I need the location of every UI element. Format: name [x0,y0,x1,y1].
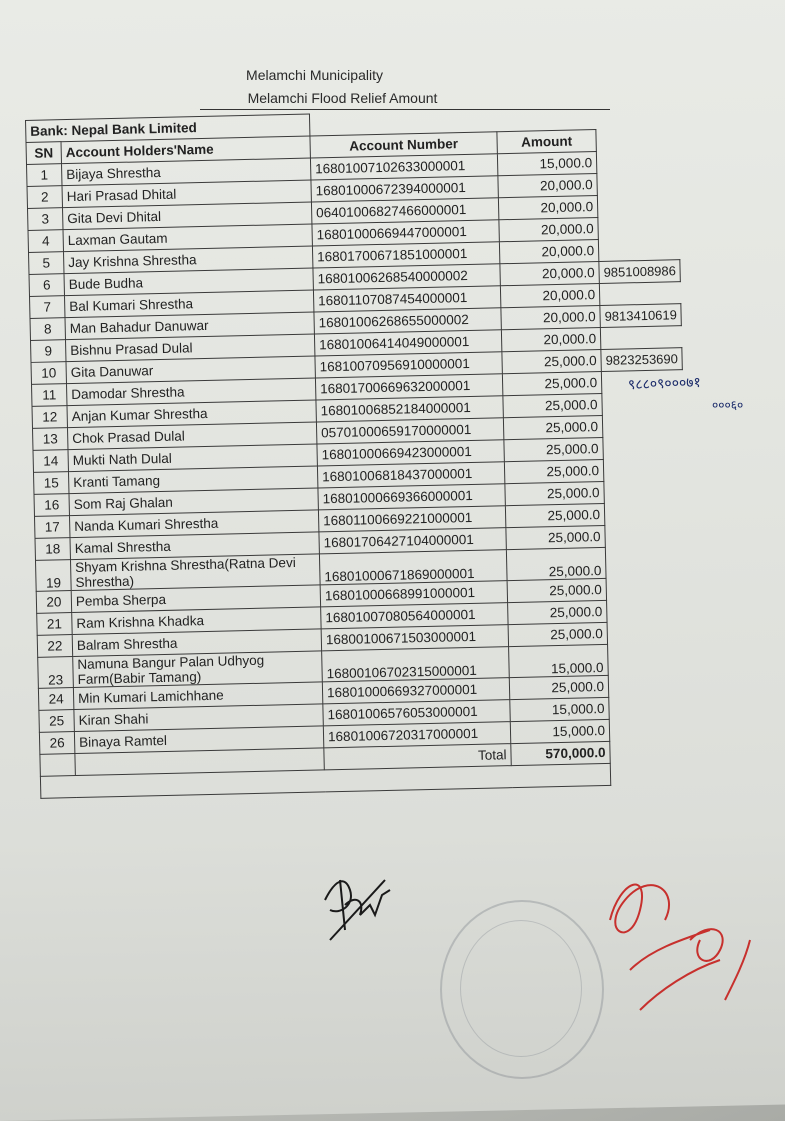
row-sn: 6 [29,274,64,297]
relief-table [25,105,693,799]
row-name: Kranti Tamang [68,466,317,494]
row-amount: 15,000.0 [497,152,596,176]
row-account: 06401006827466000001 [311,198,498,224]
row-name: Gita Danuwar [66,356,315,384]
row-name: Pemba Sherpa [71,585,320,613]
row-sn: 14 [33,450,68,473]
row-name: Damodar Shrestha [66,378,315,406]
row-amount: 20,000.0 [501,306,600,330]
row-account: 16801006268655000002 [314,308,501,334]
row-name: Laxman Gautam [63,224,312,252]
row-account: 16801700669632000001 [315,374,502,400]
row-sn: 12 [32,406,67,429]
row-amount: 20,000.0 [498,196,597,220]
row-amount: 20,000.0 [500,262,599,286]
row-name: Hari Prasad Dhital [62,180,311,208]
row-amount: 25,000.0 [509,675,608,699]
row-sn: 8 [30,318,65,341]
row-name: Balram Shrestha [72,629,321,657]
row-name: Man Bahadur Danuwar [65,312,314,340]
document-subtitle: Melamchi Flood Relief Amount [247,90,438,106]
row-amount: 25,000.0 [504,459,603,483]
row-amount: 25,000.0 [502,371,601,395]
row-name: Shyam Krishna Shrestha(Ratna Devi Shrestha) [70,554,320,591]
row-amount: 20,000.0 [501,328,600,352]
row-account: 16801700671851000001 [312,242,499,268]
handwritten-digits: ०००६० [712,398,744,412]
row-sn: 13 [32,428,67,451]
row-name: Namuna Bangur Palan Udhyog Farm(Babir Tamang) [73,651,323,688]
row-account: 05701000659170000001 [316,418,503,444]
row-name: Kiran Shahi [74,704,323,732]
row-amount: 15,000.0 [510,719,609,743]
row-amount: 25,000.0 [502,349,601,373]
row-name: Min Kumari Lamichhane [73,682,322,710]
row-sn: 17 [34,516,69,539]
row-account: 16801000668991000001 [320,581,507,607]
row-name: Nanda Kumari Shrestha [69,510,318,538]
row-phone: 9823253690 [601,348,683,372]
row-name: Bijaya Shrestha [62,158,311,186]
row-sn: 5 [29,252,64,275]
row-account: 16810070956910000001 [315,352,502,378]
row-sn: 20 [36,591,71,614]
row-phone: 9851008986 [599,260,681,284]
row-account: 16801006720317000001 [323,722,510,748]
row-sn: 25 [39,710,74,733]
row-account: 16801000669366000001 [318,484,505,510]
document-title: Melamchi Municipality [246,67,383,83]
row-amount: 25,000.0 [506,525,605,549]
row-phone: 9813410619 [600,304,682,328]
row-account: 16801000669423000001 [317,440,504,466]
row-account: 16801006576053000001 [323,700,510,726]
row-sn: 3 [28,208,63,231]
row-sn: 22 [37,635,72,658]
row-name: Gita Devi Dhital [62,202,311,230]
row-amount: 25,000.0 [505,481,604,505]
row-sn: 7 [30,296,65,319]
row-name: Bal Kumari Shrestha [64,290,313,318]
row-name: Chok Prasad Dulal [67,422,316,450]
row-account: 16801100669221000001 [318,506,505,532]
row-amount: 15,000.0 [510,697,609,721]
row-sn: 2 [27,186,62,209]
row-sn: 10 [31,362,66,385]
row-account: 16801007080564000001 [321,603,508,629]
row-name: Jay Krishna Shrestha [63,246,312,274]
row-name: Bude Budha [64,268,313,296]
row-amount: 15,000.0 [509,644,609,677]
signature-red [570,860,760,1040]
signature-black [310,860,400,950]
row-name: Binaya Ramtel [74,726,323,754]
row-amount: 20,000.0 [499,240,598,264]
row-amount: 25,000.0 [503,393,602,417]
column-header-account: Account Number [310,132,497,158]
row-sn: 23 [38,657,74,689]
column-header-sn: SN [26,142,61,165]
row-account: 16801000671869000001 [319,550,507,585]
bank-label: Bank: Nepal Bank Limited [26,114,310,142]
row-account: 16800100671503000001 [321,625,508,651]
row-amount: 25,000.0 [508,600,607,624]
row-account: 16801000669327000001 [322,678,509,704]
handwritten-number: ९८८०९०००७१ [627,374,702,394]
row-amount: 25,000.0 [506,547,606,580]
row-sn: 16 [34,494,69,517]
row-account: 16801007102633000001 [310,154,497,180]
row-amount: 20,000.0 [498,174,597,198]
row-account: 16801006852184000001 [316,396,503,422]
row-sn: 11 [32,384,67,407]
row-amount: 25,000.0 [507,578,606,602]
row-account: 16801000669447000001 [312,220,499,246]
row-sn: 9 [31,340,66,363]
row-name: Bishnu Prasad Dulal [65,334,314,362]
row-sn: 26 [39,732,74,755]
row-sn: 1 [27,164,62,187]
row-sn: 18 [35,538,70,561]
row-sn: 24 [38,688,73,711]
row-account: 16801006414049000001 [314,330,501,356]
total-value: 570,000.0 [511,741,610,765]
row-amount: 25,000.0 [503,415,602,439]
row-name: Ram Krishna Khadka [72,607,321,635]
row-amount: 25,000.0 [508,622,607,646]
row-account: 16801006818437000001 [317,462,504,488]
row-name: Mukti Nath Dulal [68,444,317,472]
row-sn: 19 [35,560,71,592]
row-sn: 21 [37,613,72,636]
row-account: 16801706427104000001 [319,528,506,554]
row-account: 16801107087454000001 [313,286,500,312]
row-account: 16801000672394000001 [311,176,498,202]
row-sn: 15 [33,472,68,495]
column-header-name: Account Holders'Name [61,136,310,164]
row-name: Som Raj Ghalan [69,488,318,516]
row-amount: 25,000.0 [504,437,603,461]
row-name: Anjan Kumar Shrestha [67,400,316,428]
row-sn: 4 [28,230,63,253]
total-label: Total [324,744,511,770]
row-amount: 25,000.0 [505,503,604,527]
column-header-amount: Amount [497,130,596,154]
row-name: Kamal Shrestha [70,532,319,560]
row-amount: 20,000.0 [499,218,598,242]
row-account: 16800106702315000001 [322,647,510,682]
row-account: 16801006268540000002 [313,264,500,290]
row-amount: 20,000.0 [500,284,599,308]
